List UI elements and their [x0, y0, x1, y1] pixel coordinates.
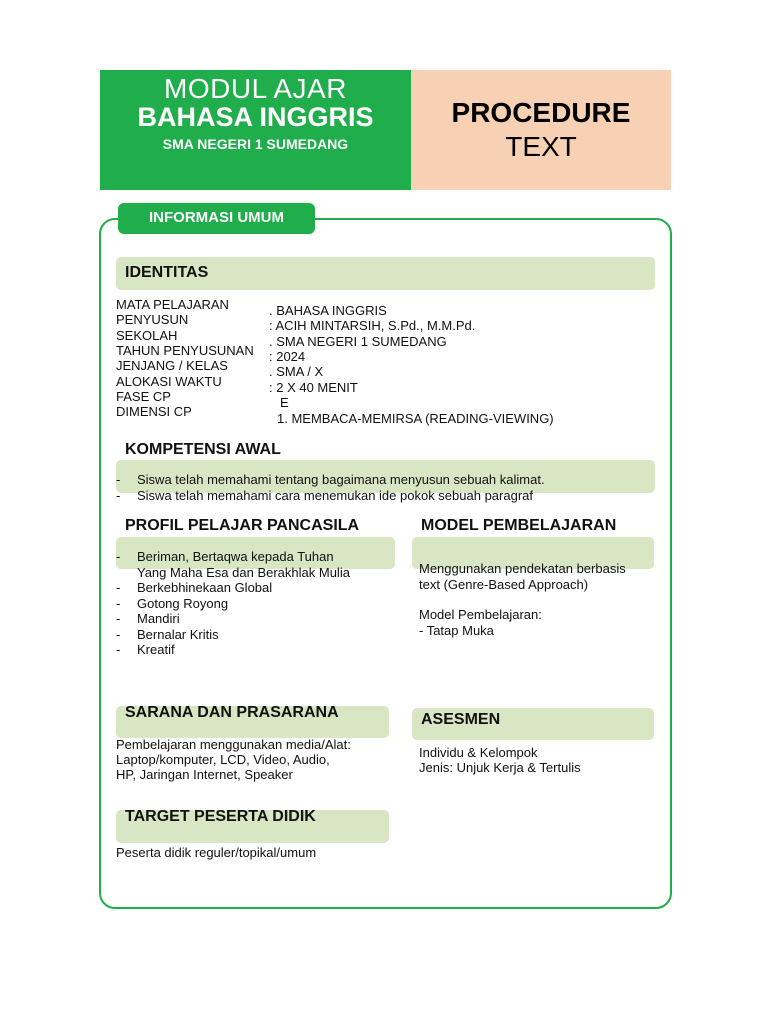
identitas-label: SEKOLAH: [116, 328, 178, 343]
identitas-value: . SMA NEGERI 1 SUMEDANG: [269, 334, 447, 349]
identitas-label: ALOKASI WAKTU: [116, 374, 222, 389]
identitas-value: . SMA / X: [269, 364, 324, 379]
list-item: - Gotong Royong: [116, 596, 350, 612]
list-item: - Berkebhinekaan Global: [116, 580, 350, 596]
target-text: Peserta didik reguler/topikal/umum: [116, 845, 317, 860]
topic-title: PROCEDURE: [451, 97, 631, 128]
list-item: - Beriman, Bertaqwa kepada Tuhan Yang Maha Esa dan Berakhlak Mulia: [116, 549, 350, 580]
kompetensi-awal-list: [116, 472, 545, 503]
header-topic-block: [411, 70, 671, 190]
identitas-heading: IDENTITAS: [125, 264, 209, 281]
topic-subtitle: TEXT: [505, 131, 577, 162]
kompetensi-awal-heading: KOMPETENSI AWAL: [125, 441, 281, 458]
profil-heading: PROFIL PELAJAR PANCASILA: [125, 517, 360, 534]
list-item: - Siswa telah memahami tentang bagaimana menyusun sebuah kalimat.: [116, 472, 545, 488]
identitas-value: 1. MEMBACA-MEMIRSA (READING-VIEWING): [277, 411, 554, 426]
asesmen-heading: ASESMEN: [421, 711, 501, 728]
list-item: - Bernalar Kritis: [116, 627, 350, 643]
identitas-label: TAHUN PENYUSUNAN: [116, 343, 254, 358]
identitas-label: PENYUSUN: [116, 312, 189, 327]
list-item: - Siswa telah memahami cara menemukan ide pokok sebuah paragraf: [116, 488, 545, 504]
model-text: - Tatap Muka: [419, 623, 494, 638]
sarana-text: Pembelajaran menggunakan media/Alat:: [116, 737, 351, 752]
list-item: - Mandiri: [116, 611, 350, 627]
identitas-label: MATA PELAJARAN: [116, 297, 229, 312]
subject-title: BAHASA INGGRIS: [137, 102, 374, 132]
identitas-label: JENJANG / KELAS: [116, 358, 228, 373]
sarana-text: HP, Jaringan Internet, Speaker: [116, 767, 293, 782]
school-name: SMA NEGERI 1 SUMEDANG: [162, 136, 349, 152]
model-text: Menggunakan pendekatan berbasis: [419, 561, 626, 576]
identitas-label: DIMENSI CP: [116, 404, 192, 419]
model-text: Model Pembelajaran:: [419, 607, 542, 622]
sarana-text: Laptop/komputer, LCD, Video, Audio,: [116, 752, 330, 767]
model-heading: MODEL PEMBELAJARAN: [421, 517, 617, 534]
target-heading: TARGET PESERTA DIDIK: [125, 808, 316, 825]
identitas-label: FASE CP: [116, 389, 171, 404]
identitas-value: : 2 X 40 MENIT: [269, 380, 358, 395]
identitas-value: E: [280, 395, 289, 410]
section-tab-informasi-umum: INFORMASI UMUM: [118, 203, 315, 234]
header-title-block: [100, 70, 411, 190]
module-title: MODUL AJAR: [164, 73, 347, 104]
identitas-value: : 2024: [269, 349, 306, 364]
identitas-value: : ACIH MINTARSIH, S.Pd., M.M.Pd.: [269, 318, 476, 333]
sarana-heading: SARANA DAN PRASARANA: [125, 704, 339, 721]
list-item: - Kreatif: [116, 642, 350, 658]
profil-list: [116, 549, 350, 658]
asesmen-text: Jenis: Unjuk Kerja & Tertulis: [419, 760, 581, 775]
model-text: text (Genre-Based Approach): [419, 577, 589, 592]
asesmen-text: Individu & Kelompok: [419, 745, 538, 760]
identitas-value: . BAHASA INGGRIS: [269, 303, 387, 318]
